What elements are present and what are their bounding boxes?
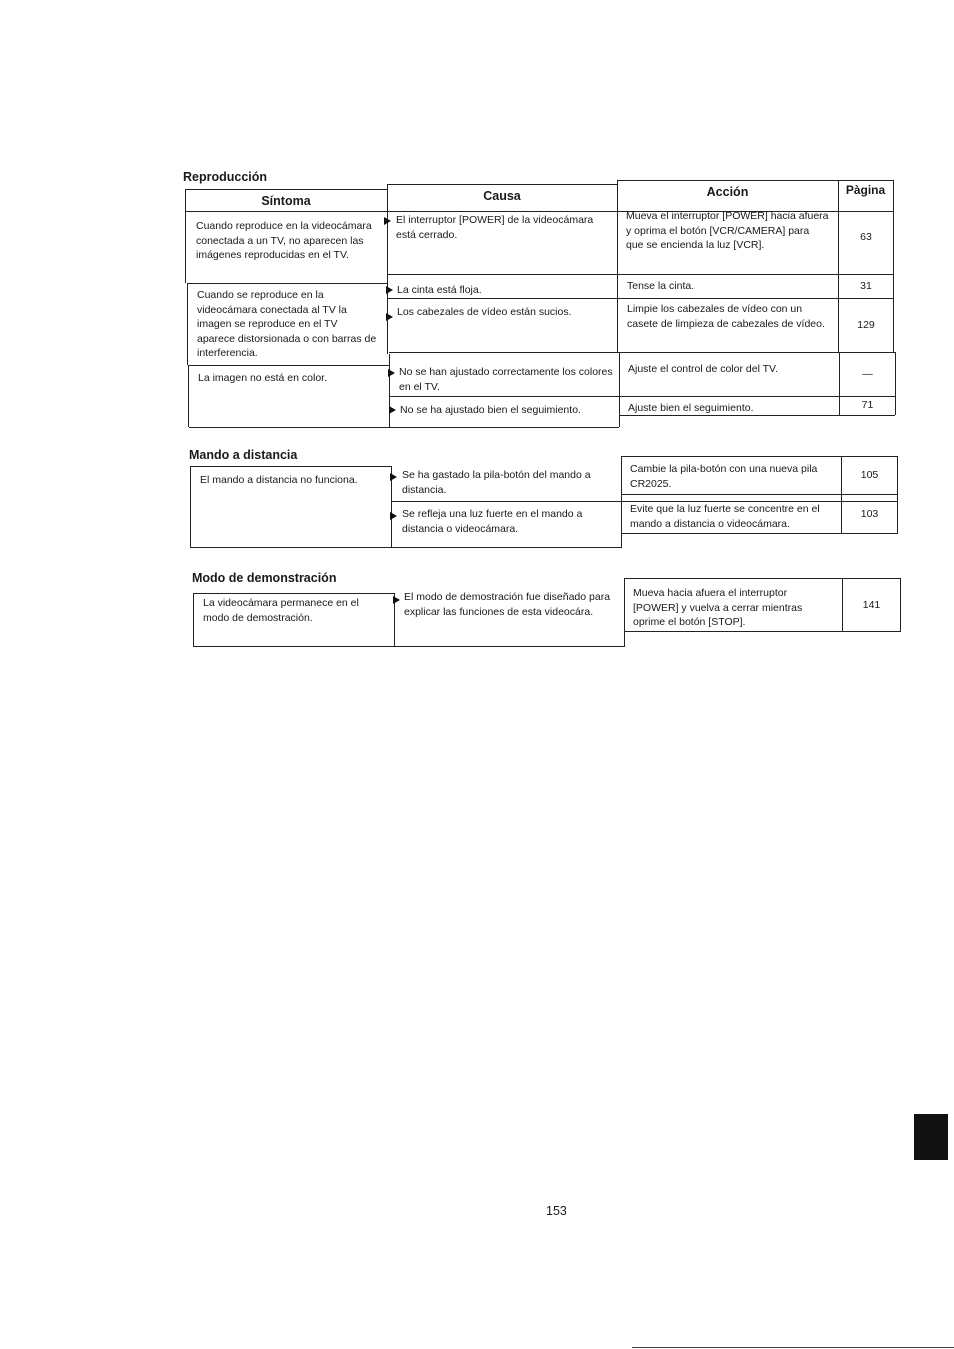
table-rule — [624, 578, 900, 579]
action-cell: Limpie los cabezales de vídeo con un casete de limpieza de cabezales de vídeo. — [627, 303, 825, 330]
symptom-cell: La imagen no está en color. — [198, 372, 328, 384]
table-rule — [193, 646, 625, 647]
cause-cell: Se refleja una luz fuerte en el mando a distancia o videocámara. — [402, 508, 583, 535]
table-rule — [189, 427, 619, 428]
section-title-demo: Modo de demonstración — [192, 571, 337, 585]
action-cell: Ajuste bien el seguimiento. — [628, 402, 754, 414]
page-cell: 105 — [860, 469, 879, 482]
table-rule — [897, 456, 898, 533]
table-rule — [893, 180, 894, 352]
arrow-icon — [389, 406, 396, 414]
table-rule — [185, 189, 387, 190]
section-title-reproduccion: Reproducción — [183, 170, 268, 184]
symptom-cell: Cuando se reproduce en la videocámara conectada al TV la imagen se reproduce en el TV aparece distorsionada o con barras de interferencia. — [197, 289, 377, 359]
table-rule — [389, 354, 390, 427]
thumb-index-tab — [914, 1114, 948, 1160]
header-pagina: Pàgina — [845, 183, 886, 197]
page-cell: 63 — [860, 230, 872, 243]
page-cell: 103 — [860, 507, 879, 520]
table-rule — [624, 631, 901, 632]
cause-cell: Se ha gastado la pila-botón del mando a distancia. — [402, 469, 591, 496]
section-title-mando: Mando a distancia — [189, 448, 298, 462]
cause-cell: El interruptor [POWER] de la videocámara está cerrado. — [396, 214, 594, 241]
cause-cell: No se ha ajustado bien el seguimiento. — [400, 404, 581, 416]
table-rule — [190, 466, 191, 548]
page-cell: — — [862, 368, 873, 381]
cause-cell: La cinta está floja. — [397, 284, 482, 296]
symptom-cell: La videocámara permanece en el modo de demostración. — [203, 597, 359, 624]
table-rule — [895, 352, 896, 415]
page-cell: 141 — [862, 599, 881, 612]
action-cell: Evite que la luz fuerte se concentre en el mando a distancia o videocámara. — [630, 503, 820, 530]
arrow-icon — [386, 286, 393, 294]
table-rule — [187, 283, 188, 365]
table-rule — [188, 365, 189, 427]
page-cell: 71 — [861, 399, 874, 412]
table-rule — [185, 189, 186, 283]
header-accion: Acción — [706, 185, 749, 199]
arrow-icon — [386, 313, 393, 321]
action-cell: Ajuste el control de color del TV. — [628, 363, 779, 375]
arrow-icon — [390, 473, 397, 481]
table-rule — [387, 184, 617, 185]
arrow-icon — [393, 596, 400, 604]
table-rule — [190, 466, 391, 467]
action-cell: Tense la cinta. — [627, 280, 695, 292]
action-cell: Mueva el interruptor [POWER] hacia afuera y oprima el botón [VCR/CAMERA] para que se encienda la luz [VCR]. — [626, 210, 829, 251]
header-sintoma: Síntoma — [261, 194, 311, 208]
action-cell: Cambie la pila-botón con una nueva pila CR2025. — [630, 463, 818, 490]
page-cell: 129 — [857, 318, 875, 331]
arrow-icon — [388, 369, 395, 377]
arrow-icon — [390, 512, 397, 520]
table-rule — [193, 593, 194, 647]
symptom-cell: Cuando reproduce en la videocámara conectada a un TV, no aparecen las imágenes reproducidas en el TV. — [196, 220, 372, 261]
cause-cell: Los cabezales de vídeo están sucios. — [397, 306, 572, 318]
table-rule — [191, 547, 621, 548]
table-rule — [387, 184, 388, 354]
symptom-cell: El mando a distancia no funciona. — [200, 474, 358, 486]
cause-cell: El modo de demostración fue diseñado para explicar las funciones de esta videocára. — [404, 591, 611, 618]
page-number: 153 — [546, 1204, 567, 1218]
table-rule — [900, 578, 901, 631]
cause-cell: No se han ajustado correctamente los colores en el TV. — [399, 366, 613, 393]
table-rule — [389, 352, 895, 353]
action-cell: Mueva hacia afuera el interruptor [POWER] y vuelva a cerrar mientras oprime el botón [STOP]. — [633, 587, 803, 628]
table-rule — [617, 180, 893, 181]
page-cell: 31 — [860, 279, 872, 292]
arrow-icon — [384, 217, 391, 225]
header-causa: Causa — [483, 189, 521, 203]
bottom-rule — [632, 1347, 954, 1348]
table-rule — [621, 533, 898, 534]
